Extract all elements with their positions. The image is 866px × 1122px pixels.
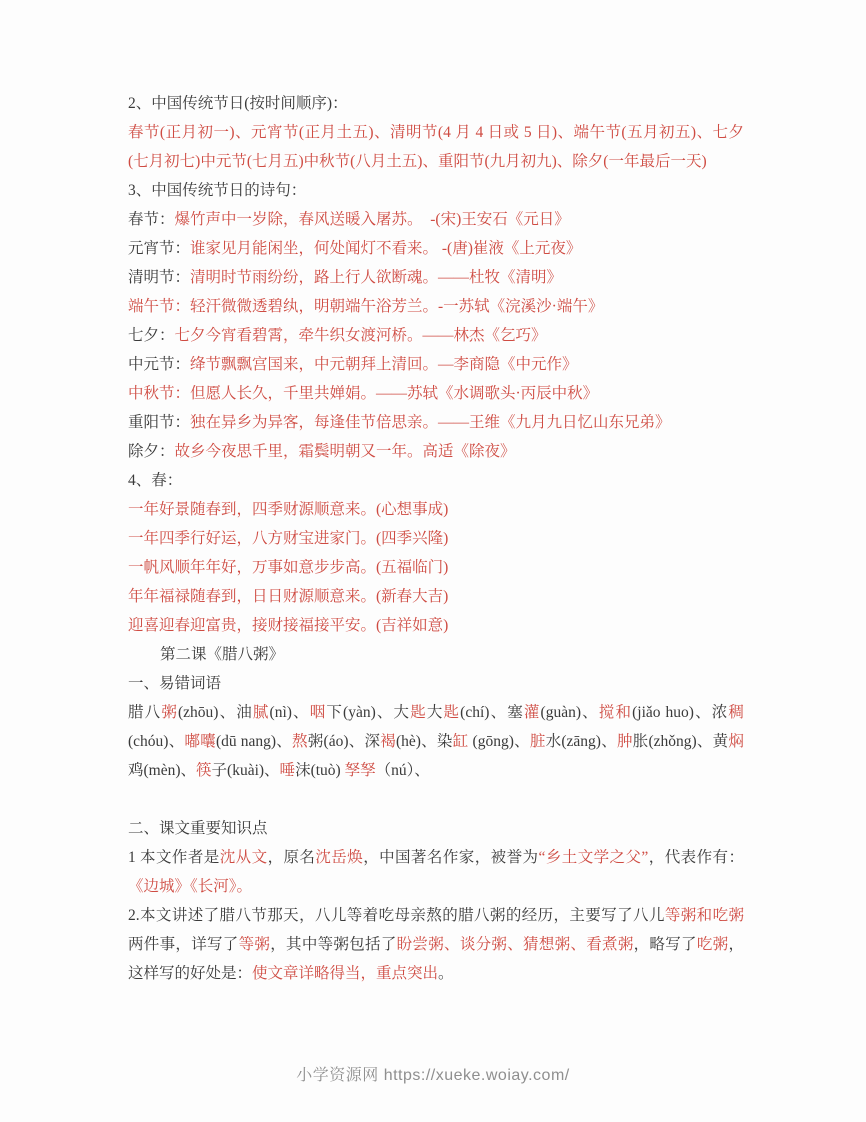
text-segment: 等粥和吃粥 [664,907,744,924]
poem-qixi [128,321,744,350]
text-segment: 胀(zhǒng)、黄 [632,733,729,750]
footer-text: 小学资源网 https://xueke.woiay.com/ [296,1067,570,1084]
text-segment: 褐 [380,733,396,750]
text-segment: 腻 [252,704,270,721]
text-segment: 咽 [309,704,327,721]
text-segment: 熬 [292,733,308,750]
text-segment: (jiǎo huo)、浓 [632,704,729,721]
text-segment: (guàn)、 [540,704,599,721]
text-segment: 缸 [452,733,469,750]
text-segment: 中元节： [128,356,191,373]
couplet-5 [128,611,744,640]
text-segment: 除夕： [128,443,175,460]
text-segment: 沈岳焕 [315,849,364,866]
couplet-3 [128,553,744,582]
text-segment: 清明时节雨纷纷，路上行人欲断魂。——杜牧《清明》 [190,269,563,286]
text-segment: 下(yàn)、大 [326,704,411,721]
poem-lantern-festival [128,234,744,263]
text-segment: 鸡(mèn)、 [128,762,197,779]
text-segment: (dū nang)、 [215,733,293,750]
text-segment: 七夕今宵看碧霄，牵牛织女渡河桥。——林杰《乞巧》 [174,327,547,344]
key-point-1 [128,843,744,901]
text-segment: 灌 [523,704,541,721]
text-segment: 二、课文重要知识点 [128,820,268,837]
heading-lesson-2 [128,640,744,669]
text-segment: 一、易错词语 [128,675,222,692]
heading-key-points [128,814,744,843]
spacer-line [128,785,744,814]
text-segment: 等粥 [238,936,271,953]
text-segment: 唾 [279,762,296,779]
text-segment: (zhōu)、油 [177,704,253,721]
text-segment: 绛节飘飘宫国来，中元朝拜上清回。—李商隐《中元作》 [190,356,578,373]
text-segment: 脏 [529,733,546,750]
text-segment: 子(kuài)、 [211,762,280,779]
text-segment: 一帆风顺年年好，万事如意步步高。(五福临门) [128,559,449,576]
text-segment: 沈从文 [219,849,268,866]
text-segment: ，中国著名作家，被誉为 [363,849,539,866]
text-segment: 吃粥 [696,936,729,953]
text-segment: 使文章详略得当，重点突出 [252,965,439,982]
couplet-1 [128,495,744,524]
text-segment: (hè)、染 [395,733,453,750]
text-segment: ，原名 [267,849,316,866]
text-segment: 轻汗微微透碧纨，明朝端午浴芳兰。-一苏轼《浣溪沙·端午》 [190,298,604,315]
text-segment: 粥(áo)、深 [307,733,381,750]
text-segment: 但愿人长久，千里共婵娟。——苏轼《水调歌头·丙辰中秋》 [190,385,599,402]
text-segment: 筷 [196,762,212,779]
text-segment: 匙 [410,704,427,721]
text-segment: 一年好景随春到，四季财源顺意来。(心想事成) [128,501,449,518]
text-segment: 谁家见月能闲坐，何处闻灯不看来。 -(唐)崔液《上元夜》 [190,240,582,257]
text-segment: 搅和 [598,704,633,721]
text-segment: ，代表作有： [648,849,744,866]
text-segment: 粥 [161,704,178,721]
couplet-4 [128,582,744,611]
text-segment: 重阳节： [128,414,191,431]
heading-error-prone-words [128,669,744,698]
couplet-2 [128,524,744,553]
poem-mid-autumn [128,379,744,408]
heading-festivals-order [128,89,744,118]
text-segment: 焖 [728,733,744,750]
word-list [128,698,744,785]
text-segment: 肿 [616,733,633,750]
text-segment: 故乡今夜思千里，霜鬓明朝又一年。高适《除夜》 [174,443,516,460]
poem-new-years-eve [128,437,744,466]
text-segment: 七夕： [128,327,175,344]
text-segment: 端午节： [128,298,191,315]
text-segment: 元宵节： [128,240,191,257]
text-segment: ，略写了 [633,936,697,953]
poem-zhongyuan [128,350,744,379]
document-body [128,89,744,988]
text-segment: 水(zāng)、 [545,733,617,750]
text-segment: 迎喜迎春迎富贵，接财接福接平安。(吉祥如意) [128,617,449,634]
text-segment: 沫(tuò) [295,762,345,779]
text-segment: 大 [426,704,444,721]
text-segment: ，其中等粥包括了 [270,936,397,953]
text-segment: 第二课《腊八粥》 [160,646,285,663]
text-segment: 爆竹声中一岁除，春风送暖入屠苏。 -(宋)王安石《元日》 [174,211,570,228]
text-segment: 2.本文讲述了腊八节那天，八儿等着吃母亲熬的腊八粥的经历，主要写了八儿 [128,907,665,924]
text-segment: 3、中国传统节日的诗句： [128,182,307,199]
key-point-2 [128,901,744,988]
text-segment: “乡土文学之父” [538,849,649,866]
poem-spring-festival [128,205,744,234]
text-segment: 孥孥 [344,762,376,779]
text-segment: (gōng)、 [468,733,530,750]
text-segment: 两件事，详写了 [128,936,239,953]
text-segment: (chí)、塞 [460,704,524,721]
text-segment: （nú）、 [375,762,430,779]
text-segment: (chóu)、 [128,733,185,750]
text-segment: 1 本文作者是 [128,849,220,866]
poem-qingming [128,263,744,292]
text-segment: 2、中国传统节日(按时间顺序)： [128,95,348,112]
text-segment: 年年福禄随春到，日日财源顺意来。(新春大吉) [128,588,449,605]
festivals-list [128,118,744,176]
text-segment: 春节： [128,211,175,228]
text-segment: 4、春： [128,472,183,489]
text-segment: 春节(正月初一)、元宵节(正月土五)、清明节(4 月 4 日或 5 日)、端午节(五月初五)、七夕(七月初七)中元节(七月五)中秋节(八月土五)、重阳节(九月初九)、除夕(一年最后一天) [128,124,744,170]
page-footer [0,1063,866,1089]
text-segment: 腊八 [128,704,162,721]
heading-festival-poems [128,176,744,205]
text-segment: 独在异乡为异客，每逢佳节倍思亲。——王维《九月九日忆山东兄弟》 [190,414,671,431]
text-segment: 《边城》《长河》。 [128,878,253,895]
text-segment: (nì)、 [269,704,310,721]
poem-chongyang [128,408,744,437]
text-segment: 一年四季行好运，八方财宝进家门。(四季兴隆) [128,530,449,547]
text-segment: 稠 [728,704,744,721]
text-segment: ，这样写的好处是： [128,936,744,982]
heading-spring-couplets [128,466,744,495]
text-segment: 嘟囔 [184,733,216,750]
poem-dragon-boat [128,292,744,321]
text-segment: 匙 [443,704,461,721]
text-segment: 清明节： [128,269,191,286]
text-segment: 盼尝粥、谈分粥、猜想粥、看煮粥 [396,936,634,953]
text-segment: 中秋节： [128,385,191,402]
text-segment: 。 [438,965,454,982]
